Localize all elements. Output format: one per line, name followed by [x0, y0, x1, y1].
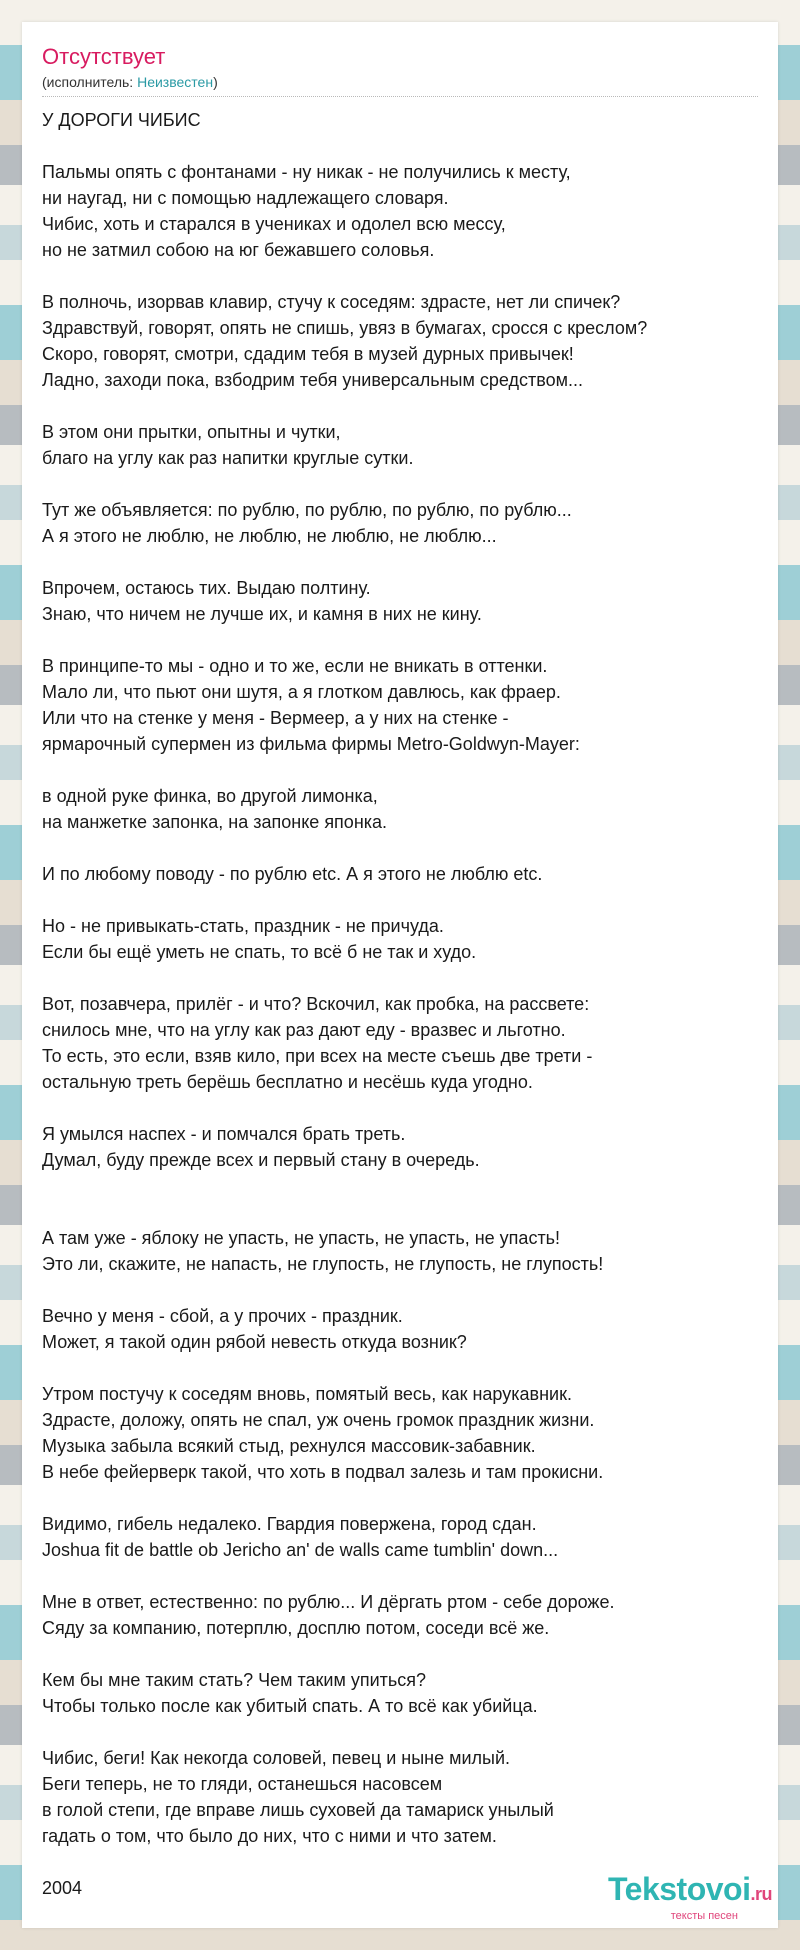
stanza [42, 783, 758, 835]
song-heading: У ДОРОГИ ЧИБИС [42, 110, 201, 130]
stanza [42, 289, 758, 393]
lyric-line: Или что на стенке у меня - Вермеер, а у них на стенке - [42, 708, 509, 728]
lyric-line: И по любому поводу - по рублю etc. А я этого не люблю etc. [42, 864, 543, 884]
lyric-line: Сяду за компанию, потерплю, досплю потом, соседи всё же. [42, 1618, 550, 1638]
stanza [42, 1303, 758, 1355]
lyric-line: но не затмил собою на юг бежавшего соловья. [42, 240, 435, 260]
lyrics-card [22, 22, 778, 1928]
lyric-line: гадать о том, что было до них, что с ними и что затем. [42, 1826, 497, 1846]
lyric-line: на манжетке запонка, на запонке японка. [42, 812, 388, 832]
stanza [42, 1667, 758, 1719]
logo-brand: Tekstovoi [607, 1871, 751, 1907]
lyric-line: в голой степи, где вправе лишь суховей да тамариск унылый [42, 1800, 554, 1820]
lyric-line: А я этого не люблю, не люблю, не люблю, не люблю... [42, 526, 497, 546]
logo-wordmark [608, 1873, 772, 1910]
stanza [42, 1381, 758, 1485]
stanza [42, 913, 758, 965]
lyric-line: Тут же объявляется: по рублю, по рублю, по рублю, по рублю... [42, 500, 572, 520]
stanza [42, 575, 758, 627]
lyric-line: Чтобы только после как убитый спать. А то всё как убийца. [42, 1696, 538, 1716]
lyric-line: благо на углу как раз напитки круглые сутки. [42, 448, 414, 468]
lyric-line: остальную треть берёшь бесплатно и несёшь куда угодно. [42, 1072, 533, 1092]
lyric-line: Ладно, заходи пока, взбодрим тебя универсальным средством... [42, 370, 583, 390]
site-logo[interactable] [608, 1873, 772, 1922]
stanza [42, 419, 758, 471]
lyric-line: А там уже - яблоку не упасть, не упасть, не упасть, не упасть! [42, 1228, 561, 1248]
artist-link[interactable]: Неизвестен [137, 74, 214, 90]
lyric-line: Беги теперь, не то гляди, останешься насовсем [42, 1774, 443, 1794]
lyric-line: Чибис, хоть и старался в учениках и одолел всю мессу, [42, 214, 506, 234]
lyric-line: В небе фейерверк такой, что хоть в подвал залезь и там прокисни. [42, 1462, 604, 1482]
stanza [42, 159, 758, 263]
lyric-line: Может, я такой один рябой невесть откуда возник? [42, 1332, 467, 1352]
artist-suffix: ) [213, 74, 218, 90]
lyric-line: Пальмы опять с фонтанами - ну никак - не получились к месту, [42, 162, 571, 182]
lyric-line: В полночь, изорвав клавир, стучу к соседям: здрасте, нет ли спичек? [42, 292, 621, 312]
stanza [42, 653, 758, 757]
lyric-line: Мало ли, что пьют они шутя, а я глотком давлюсь, как фраер. [42, 682, 561, 702]
lyric-line: Кем бы мне таким стать? Чем таким упиться? [42, 1670, 427, 1690]
stanza [42, 1589, 758, 1641]
lyric-line: В принципе-то мы - одно и то же, если не вникать в оттенки. [42, 656, 548, 676]
lyric-line: Но - не привыкать-стать, праздник - не причуда. [42, 916, 444, 936]
lyrics-body [42, 107, 758, 1901]
stanza [42, 861, 758, 887]
logo-tagline: тексты песен [670, 1910, 738, 1922]
stanza-list [42, 159, 758, 1849]
lyric-line: Это ли, скажите, не напасть, не глупость, не глупость, не глупость! [42, 1254, 604, 1274]
lyric-line: Знаю, что ничем не лучше их, и камня в них не кину. [42, 604, 482, 624]
artist-prefix: (исполнитель: [42, 74, 138, 90]
stanza [42, 1745, 758, 1849]
logo-tld: .ru [750, 1884, 772, 1904]
lyric-line: Вот, позавчера, прилёг - и что? Вскочил, как пробка, на рассвете: [42, 994, 590, 1014]
song-year: 2004 [42, 1878, 83, 1898]
header-divider [42, 96, 758, 97]
lyric-line: Видимо, гибель недалеко. Гвардия повержена, город сдан. [42, 1514, 537, 1534]
lyric-line: снилось мне, что на углу как раз дают еду - вразвес и льготно. [42, 1020, 566, 1040]
lyric-line: Если бы ещё уметь не спать, то всё б не так и худо. [42, 942, 477, 962]
lyric-line: Я умылся наспех - и помчался брать треть. [42, 1124, 406, 1144]
lyric-line: Скоро, говорят, смотри, сдадим тебя в музей дурных привычек! [42, 344, 574, 364]
stanza [42, 1511, 758, 1563]
lyric-line: Впрочем, остаюсь тих. Выдаю полтину. [42, 578, 371, 598]
stanza [42, 991, 758, 1095]
artist-line [42, 72, 758, 92]
lyric-line: в одной руке финка, во другой лимонка, [42, 786, 378, 806]
lyric-line: В этом они прытки, опытны и чутки, [42, 422, 341, 442]
lyric-line: Joshua fit de battle ob Jericho an' de walls came tumblin' down... [42, 1540, 559, 1560]
lyric-line: То есть, это если, взяв кило, при всех на месте съешь две трети - [42, 1046, 593, 1066]
lyric-line: Думал, буду прежде всех и первый стану в очередь. [42, 1150, 480, 1170]
lyric-line: Здравствуй, говорят, опять не спишь, увяз в бумагах, сросся с креслом? [42, 318, 648, 338]
lyric-line: Вечно у меня - сбой, а у прочих - праздник. [42, 1306, 403, 1326]
song-title: Отсутствует [42, 44, 166, 69]
lyric-line: Чибис, беги! Как некогда соловей, певец и ныне милый. [42, 1748, 511, 1768]
lyric-line: ярмарочный супермен из фильма фирмы Metro-Goldwyn-Mayer: [42, 734, 580, 754]
lyric-line: Мне в ответ, естественно: по рублю... И дёргать ртом - себе дороже. [42, 1592, 615, 1612]
lyric-line: Утром постучу к соседям вновь, помятый весь, как нарукавник. [42, 1384, 572, 1404]
stanza [42, 1121, 758, 1173]
lyric-line: ни наугад, ни с помощью надлежащего словаря. [42, 188, 449, 208]
stanza [42, 1225, 758, 1277]
stanza [42, 497, 758, 549]
song-header [42, 42, 758, 97]
lyric-line: Здрасте, доложу, опять не спал, уж очень громок праздник жизни. [42, 1410, 595, 1430]
lyric-line: Музыка забыла всякий стыд, рехнулся массовик-забавник. [42, 1436, 536, 1456]
